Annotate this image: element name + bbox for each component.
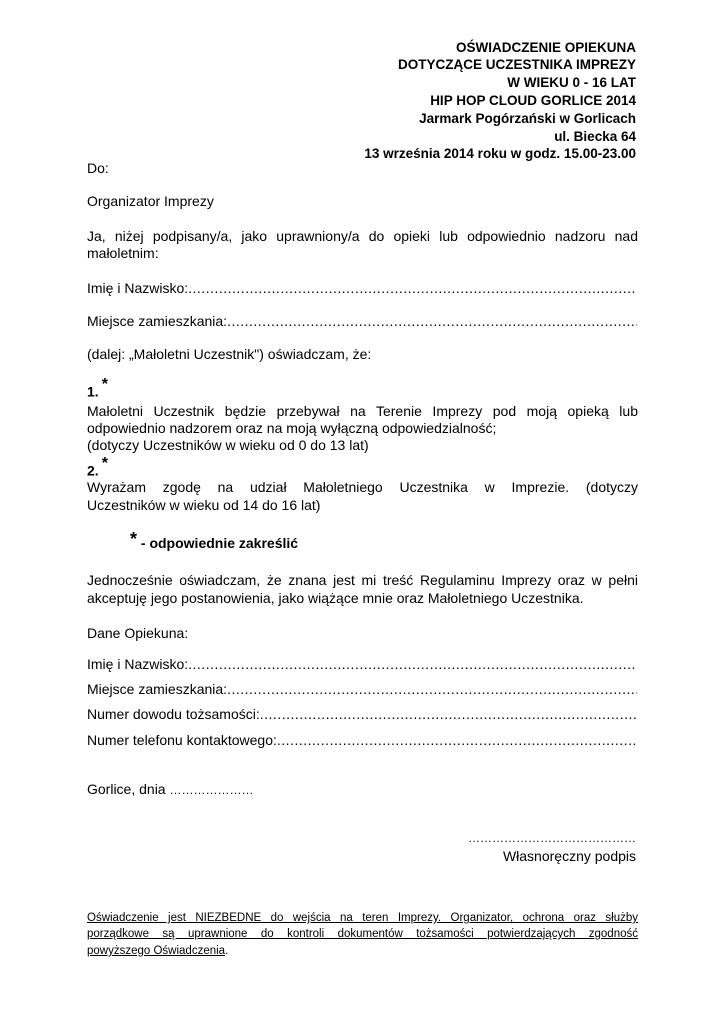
note — [130, 529, 299, 553]
minor-address-field[interactable] — [87, 313, 637, 329]
footer-line-1: Oświadczenie jest NIEZBEDNE do wejścia na teren Imprezy. Organizator, ochrona oraz służby — [87, 912, 638, 924]
signature-label: Własnoręczny podpis — [502, 848, 636, 864]
intro-line-1: Ja, niżej podpisany/a, jako uprawniony/a do opieki lub odpowiednio nadzoru nad — [87, 228, 638, 244]
signature-line[interactable]: …………………………………… — [468, 831, 636, 845]
intro-line-2: małoletnim: — [87, 245, 159, 261]
footer-line-2: porządkowe są uprawnione do kontroli dokumentów tożsamości potwierdzających zgodność — [87, 928, 638, 940]
item-1-number-text: 1. — [87, 383, 99, 400]
recipient-label: Do: — [87, 160, 109, 176]
item-1-line-1: Małoletni Uczestnik będzie przebywał na Terenie Imprezy pod moją opieką lub — [87, 403, 638, 419]
header-age-range: W WIEKU 0 - 16 LAT — [507, 75, 636, 90]
guardian-name-label: Imię i Nazwisko: — [87, 656, 189, 672]
minor-name-dots — [188, 280, 637, 296]
note-star: * — [130, 529, 138, 549]
guardian-address-label: Miejsce zamieszkania: — [87, 681, 228, 697]
statement-line-1: Jednocześnie oświadczam, że znana jest mi treść Regulaminu Imprezy oraz w pełni — [87, 572, 638, 588]
minor-name-field[interactable] — [87, 280, 637, 296]
statement-line-2: akceptuję jego postanowienia, jako wiążące mnie oraz Małoletniego Uczestnika. — [87, 590, 584, 606]
header-date: 13 września 2014 roku w godz. 15.00-23.00 — [364, 146, 636, 161]
place-date-field[interactable] — [87, 781, 253, 797]
guardian-phone-dots — [277, 732, 637, 748]
guardian-id-label: Numer dowodu tożsamości: — [87, 706, 260, 722]
header-venue: Jarmark Pogórzański w Gorlicach — [419, 111, 636, 126]
note-text: - odpowiednie zakreślić — [137, 535, 299, 551]
item-1-line-3: (dotyczy Uczestników w wieku od 0 do 13 lat) — [87, 437, 369, 453]
header-title: OŚWIADCZENIE OPIEKUNA — [455, 40, 636, 55]
guardian-phone-field[interactable] — [87, 732, 637, 748]
declaration-text: (dalej: „Małoletni Uczestnik") oświadczam, że: — [87, 346, 372, 362]
header-subtitle: DOTYCZĄCE UCZESTNIKA IMPREZY — [397, 57, 636, 72]
guardian-address-dots — [227, 681, 637, 697]
item-2-line-2: Uczestników w wieku od 14 do 16 lat) — [87, 497, 321, 513]
footer-line-3: powyższego Oświadczenia. — [87, 945, 229, 957]
item-1-star: * — [101, 376, 108, 393]
item-1-number — [87, 378, 108, 400]
guardian-heading: Dane Opiekuna: — [87, 625, 189, 641]
item-1-line-2: odpowiednio nadzorem oraz na moją wyłączną odpowiedzialność; — [87, 420, 497, 436]
recipient-organizer: Organizator Imprezy — [87, 193, 214, 209]
guardian-id-dots — [260, 706, 637, 722]
header-address: ul. Biecka 64 — [554, 129, 636, 144]
item-2-number — [87, 457, 108, 479]
place-date-dots: ………………… — [169, 783, 254, 797]
guardian-name-field[interactable] — [87, 656, 637, 672]
minor-address-label: Miejsce zamieszkania: — [87, 313, 228, 329]
place-date-label: Gorlice, dnia — [87, 781, 170, 797]
guardian-phone-label: Numer telefonu kontaktowego: — [87, 732, 277, 748]
guardian-id-field[interactable] — [87, 706, 637, 722]
footer-line-3-text: powyższego Oświadczenia — [87, 945, 226, 957]
guardian-address-field[interactable] — [87, 681, 637, 697]
item-2-line-1: Wyrażam zgodę na udział Małoletniego Uczestnika w Imprezie. (dotyczy — [87, 479, 638, 495]
item-2-number-text: 2. — [87, 462, 99, 479]
guardian-name-dots — [188, 656, 637, 672]
item-2-star: * — [101, 455, 108, 472]
minor-address-dots — [227, 313, 637, 329]
minor-name-label: Imię i Nazwisko: — [87, 280, 189, 296]
header-event-name: HIP HOP CLOUD GORLICE 2014 — [430, 93, 636, 108]
